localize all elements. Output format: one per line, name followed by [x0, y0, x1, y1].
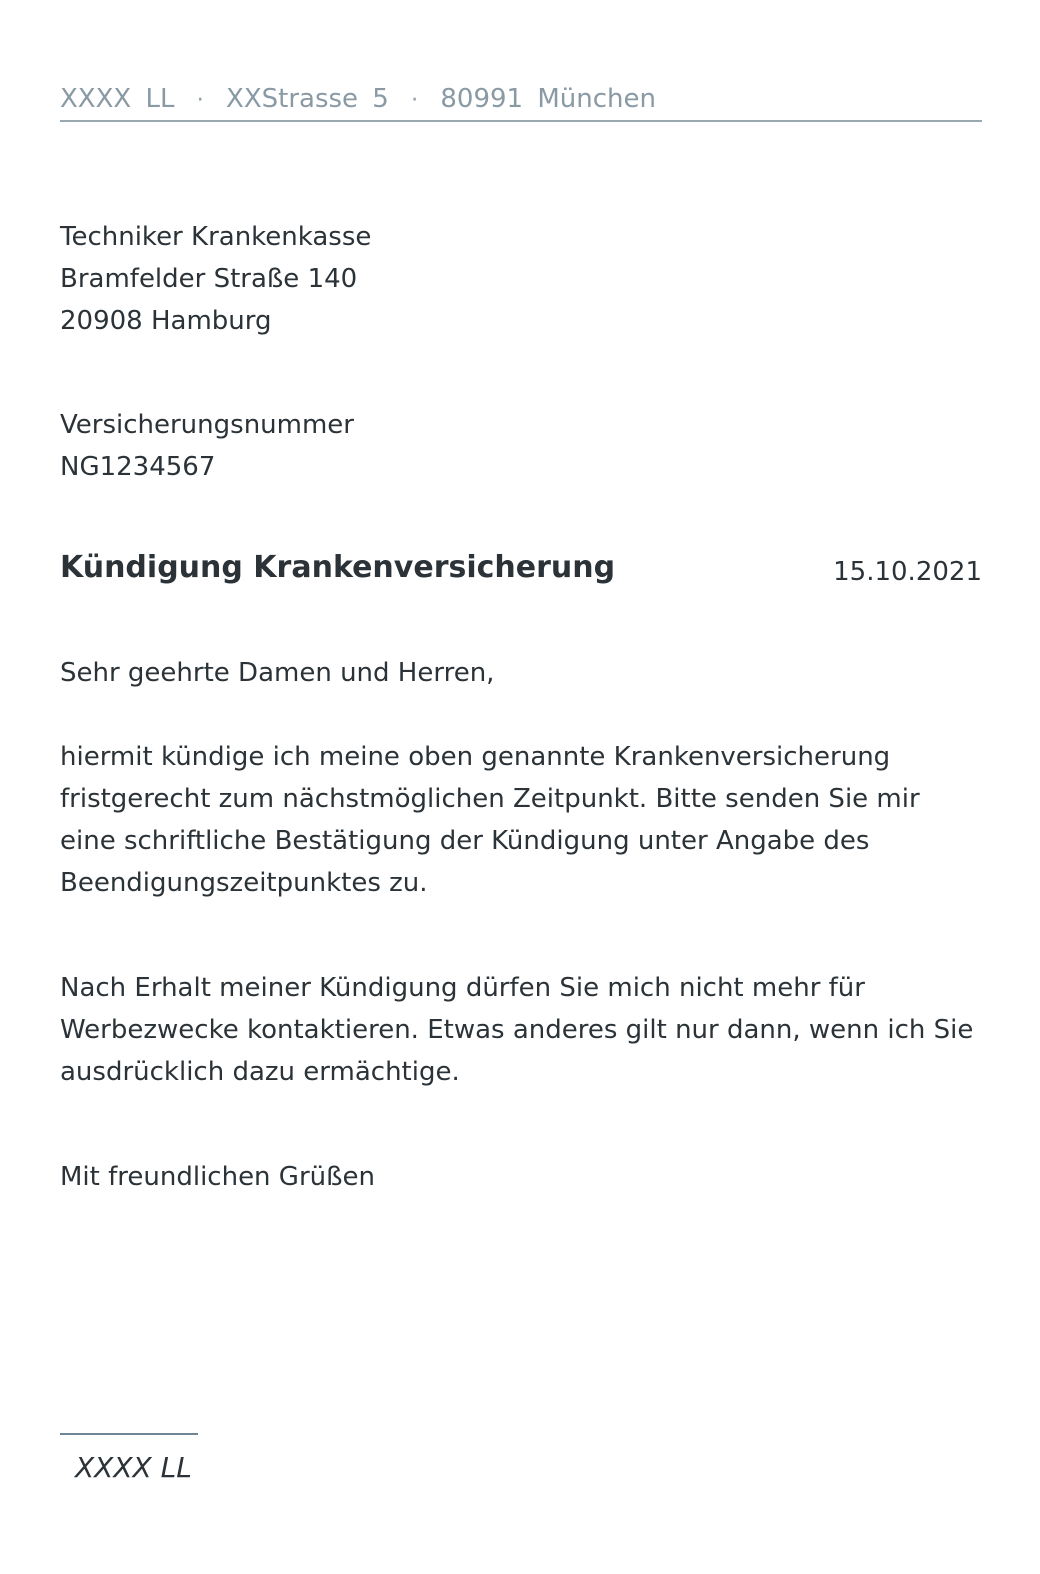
separator-dot: ·: [196, 88, 204, 113]
sender-street: XXStrasse 5: [226, 84, 389, 114]
insurance-number: NG1234567: [60, 452, 216, 482]
sender-city: 80991 München: [440, 84, 657, 114]
closing: Mit freundlichen Grüßen: [60, 1162, 375, 1192]
insurance-info: [60, 404, 354, 488]
insurance-label: Versicherungsnummer: [60, 410, 354, 440]
letter-subject: Kündigung Krankenversicherung: [60, 550, 616, 585]
signature-line: [60, 1433, 198, 1435]
letter-date: 15.10.2021: [833, 557, 982, 587]
body-paragraph-2: Nach Erhalt meiner Kündigung dürfen Sie mich nicht mehr für Werbezwecke kontaktieren. Etwas anderes gilt nur dann, wenn ich Sie ausdrücklich dazu ermächtige.: [60, 973, 974, 1087]
letter-page: [60, 0, 982, 1574]
body-paragraph-1: hiermit kündige ich meine oben genannte Krankenversicherung fristgerecht zum nächstmöglichen Zeitpunkt. Bitte senden Sie mir eine schriftliche Bestätigung der Kündigung unter Angabe des Beendigungszeitpunktes zu.: [60, 742, 920, 898]
recipient-name: Techniker Krankenkasse: [60, 222, 372, 252]
salutation: Sehr geehrte Damen und Herren,: [60, 658, 495, 688]
sender-name: XXXX LL: [60, 84, 175, 114]
signature-name: XXXX LL: [75, 1451, 192, 1484]
recipient-address: [60, 216, 371, 342]
recipient-street: Bramfelder Straße 140: [60, 264, 358, 294]
recipient-city: 20908 Hamburg: [60, 306, 272, 336]
subject-row: [60, 546, 982, 596]
sender-address-line: [60, 82, 982, 122]
separator-dot: ·: [411, 88, 419, 113]
